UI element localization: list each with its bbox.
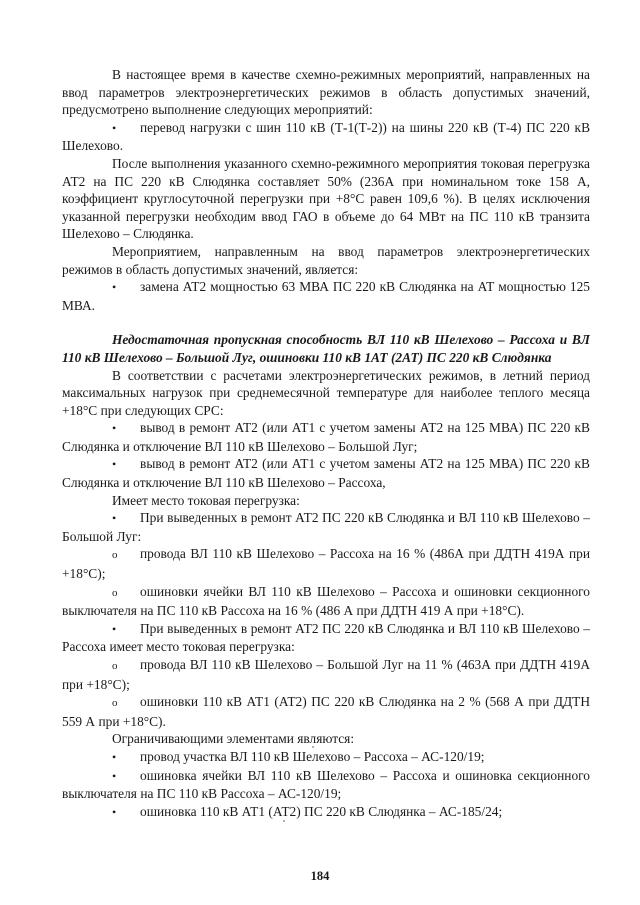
bullet-icon: • [112,768,117,783]
intro-paragraph: В настоящее время в качестве схемно-режимных мероприятий, направленных на ввод параметров электроэнергетических режимов в область допустимых значений, предусмотрено выполнение следующих мероприятий: [62,67,590,118]
limit3-text: ошиновка 110 кВ АТ1 (АТ2) ПС 220 кВ Слюдянка – АС-185/24; [140,803,503,819]
section-heading: Недостаточная пропускная способность ВЛ 110 кВ Шелехово – Рассоха и ВЛ 110 кВ Шелехово – Большой Луг, ошиновки 110 кВ 1АТ (2АТ) ПС 220 кВ Слюдянка [62,332,590,365]
case1-text: При выведенных в ремонт АТ2 ПС 220 кВ Слюдянка и ВЛ 110 кВ Шелехово – Большой Луг: [62,510,590,544]
bullet-item-case2 [62,620,590,656]
bullet-icon: • [112,804,117,819]
bullet-icon: • [112,421,117,436]
circle-bullet-icon: o [112,586,118,599]
bullet-icon: • [112,511,117,526]
bullet-icon: • [112,457,117,472]
case1-b-text: ошиновки ячейки ВЛ 110 кВ Шелехово – Рассоха и ошиновки секционного выключателя на ПС 110 кВ Рассоха на 16 % (486 А при ДДТН 419 А при +18°С). [62,583,590,619]
scan-speck [312,746,314,748]
section-gap [62,314,590,331]
sub-item-case1-b [62,583,590,620]
limits-intro-paragraph: Ограничивающими элементами являются: [112,731,355,747]
circle-bullet-icon: o [112,660,118,672]
bullet-icon: • [112,120,117,135]
bullet-item-src1 [62,419,590,455]
case2-a-text: провода ВЛ 110 кВ Шелехово – Большой Луг на 11 % (463А при ДДТН 419А при +18°С); [62,657,590,692]
calc-intro-paragraph: В соответствии с расчетами электроэнергетических режимов, в летний период максимальных нагрузок при среднемесячной температуре для наиболее теплого месяца +18°С при следующих СРС: [62,367,590,418]
bullet-item-measure1 [62,119,590,155]
circle-bullet-icon: o [112,549,118,562]
overload-intro-paragraph: Имеет место токовая перегрузка: [112,492,300,508]
case1-a-text: провода ВЛ 110 кВ Шелехово – Рассоха на 16 % (486А при ДДТН 419А при +18°С); [62,546,590,582]
after-measure-paragraph: После выполнения указанного схемно-режимного мероприятия токовая перегрузка АТ2 на ПС 220 кВ Слюдянка составляет 50% (236А при номинальном токе 158 А, коэффициент круглосуточной перегрузки при +8°С равен 109,6 %). В целях исключения указанной перегрузки необходим ввод ГАО в объеме до 64 МВт на ПС 110 кВ транзита Шелехово – Слюдянка. [62,155,590,242]
bullet-item-limit1 [62,748,590,767]
bullet-item-src2 [62,455,590,491]
scan-speck [283,820,285,822]
bullet-icon: • [112,749,117,764]
case2-b-text: ошиновки 110 кВ АТ1 (АТ2) ПС 220 кВ Слюдянка на 2 % (568 А при ДДТН 559 А при +18°С). [62,694,590,729]
bullet-icon: • [112,621,117,636]
src2-text: вывод в ремонт АТ2 (или АТ1 с учетом замены АТ2 на 125 МВА) ПС 220 кВ Слюдянка и отключение ВЛ 110 кВ Шелехово – Рассоха, [62,456,590,491]
sub-item-case2-b [62,693,590,730]
circle-bullet-icon: o [112,697,118,710]
src1-text: вывод в ремонт АТ2 (или АТ1 с учетом замены АТ2 на 125 МВА) ПС 220 кВ Слюдянка и отключение ВЛ 110 кВ Шелехово – Большой Луг; [62,420,590,454]
measure1-text: перевод нагрузки с шин 110 кВ (Т-1(Т-2)) на шины 220 кВ (Т-4) ПС 220 кВ Шелехово. [62,119,590,154]
case2-text: При выведенных в ремонт АТ2 ПС 220 кВ Слюдянка и ВЛ 110 кВ Шелехово – Рассоха имеет место токовая перегрузка: [62,620,590,655]
sub-item-case1-a [62,545,590,582]
sub-item-case2-a [62,656,590,693]
page-number: 184 [310,869,330,883]
bullet-icon: • [112,280,117,295]
bullet-item-case1 [62,509,590,545]
measure-intro-paragraph: Мероприятием, направленным на ввод параметров электроэнергетических режимов в область допустимых значений, является: [62,243,590,277]
limit2-text: ошиновка ячейки ВЛ 110 кВ Шелехово – Рассоха и ошиновка секционного выключателя на ПС 110 кВ Рассоха – АС-120/19; [62,767,590,802]
bullet-item-measure2 [62,278,590,314]
bullet-item-limit2 [62,767,590,803]
bullet-item-limit3 [62,803,590,822]
limit1-text: провод участка ВЛ 110 кВ Шелехово – Рассоха – АС-120/19; [140,748,485,764]
measure2-text: замена АТ2 мощностью 63 МВА ПС 220 кВ Слюдянка на АТ мощностью 125 МВА. [62,279,590,313]
